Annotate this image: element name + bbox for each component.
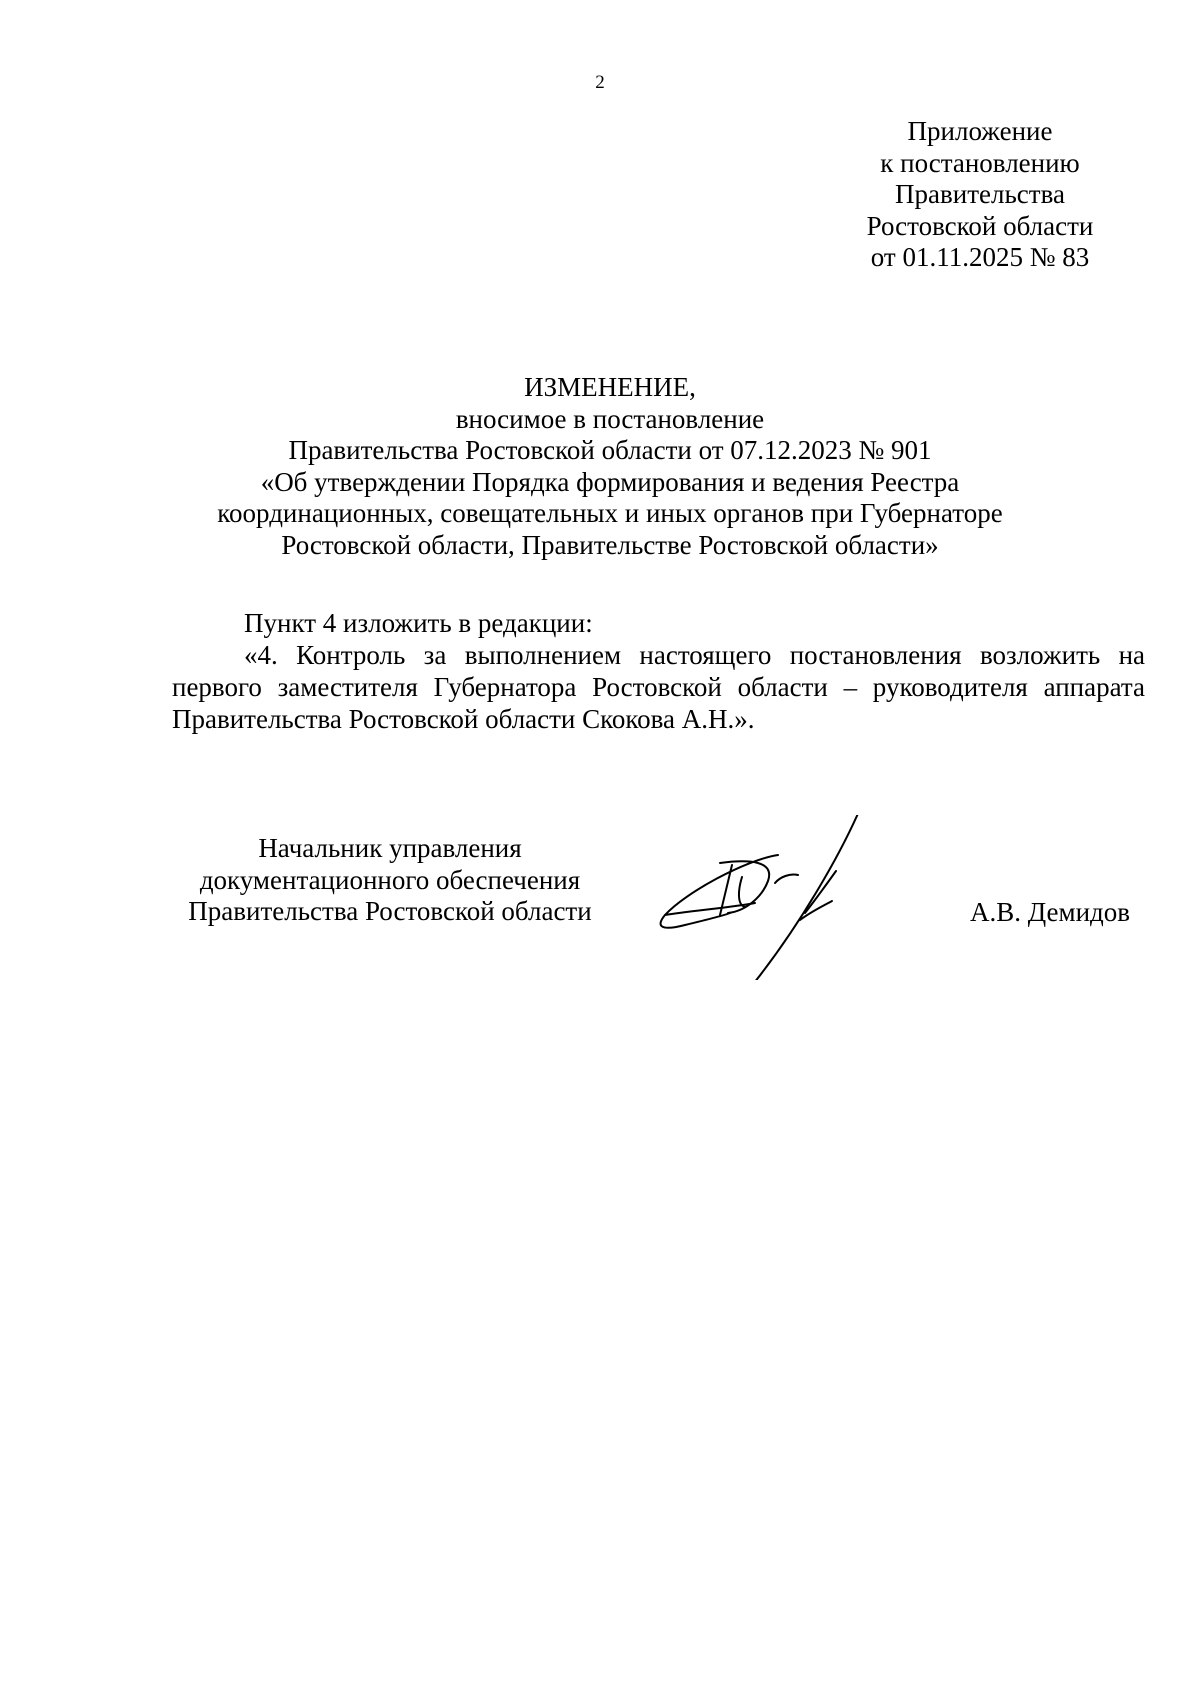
title-line: вносимое в постановление bbox=[455, 403, 765, 434]
appendix-date-line: от 01.11.2025 № 83 bbox=[870, 242, 1090, 272]
title-line: Ростовской области, Правительстве Ростовской области» bbox=[281, 529, 939, 560]
page-number: 2 bbox=[595, 72, 605, 93]
title-line: координационных, совещательных и иных органов при Губернаторе bbox=[217, 498, 1003, 528]
signer-position-line: Правительства Ростовской области bbox=[188, 896, 592, 926]
title-line: «Об утверждении Порядка формирования и ведения Реестра bbox=[260, 466, 960, 497]
body-intro: Пункт 4 изложить в редакции: bbox=[244, 608, 593, 638]
appendix-block bbox=[820, 116, 1140, 274]
document-title bbox=[160, 372, 1060, 561]
signer-position-line: документационного обеспечения bbox=[199, 864, 581, 895]
appendix-line: Приложение bbox=[907, 116, 1053, 146]
appendix-line: к постановлению bbox=[880, 147, 1080, 178]
appendix-line: Ростовской области bbox=[866, 210, 1094, 241]
title-line: Правительства Ростовской области от 07.12.2023 № 901 bbox=[288, 435, 932, 465]
signer-position bbox=[160, 833, 620, 928]
handwritten-signature bbox=[650, 815, 930, 980]
appendix-line: Правительства bbox=[895, 179, 1065, 209]
document-body bbox=[172, 607, 1145, 735]
signer-position-line: Начальник управления bbox=[258, 833, 522, 863]
body-paragraph: «4. Контроль за выполнением настоящего постановления возложить на первого заместителя Губернатора Ростовской области – руководителя аппарата Правительства Ростовской области Скокова А.Н.». bbox=[172, 640, 1145, 734]
signer-name: А.В. Демидов bbox=[970, 897, 1131, 927]
title-heading: ИЗМЕНЕНИЕ, bbox=[524, 372, 696, 402]
